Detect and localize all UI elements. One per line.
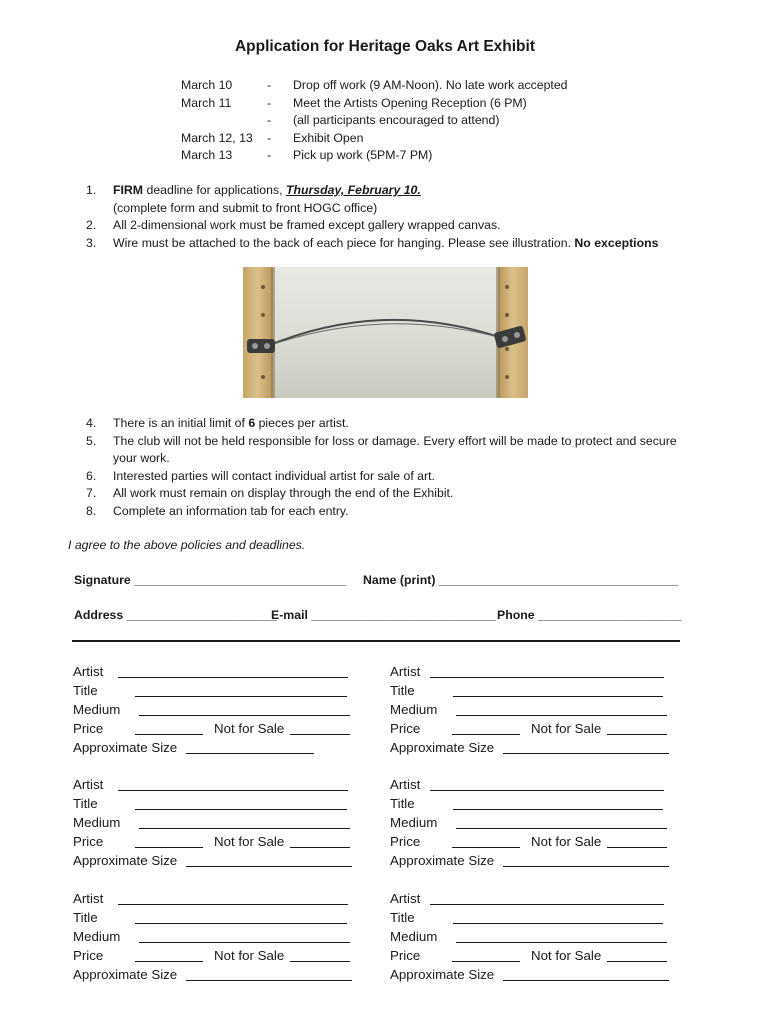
entry-block: [390, 775, 690, 870]
size-row: [73, 738, 373, 757]
approx-size-input[interactable]: [503, 753, 669, 754]
approx-size-input[interactable]: [503, 866, 669, 867]
entry-block: [390, 662, 690, 757]
entry-block: [73, 775, 373, 870]
size-row: [390, 738, 690, 757]
schedule-desc: Meet the Artists Opening Reception (6 PM): [293, 95, 527, 110]
medium-row: [390, 927, 690, 946]
rule-emphasis: No exceptions: [574, 235, 659, 250]
schedule-date: March 12, 13: [181, 130, 253, 145]
rules-list-bottom: [86, 415, 686, 520]
not-for-sale-label: Not for Sale: [531, 834, 602, 849]
title-label: Title: [73, 683, 98, 698]
artist-label: Artist: [390, 664, 421, 679]
schedule-dash: -: [267, 148, 272, 162]
artist-row: [390, 662, 690, 681]
title-label: Title: [73, 910, 98, 925]
title-label: Title: [390, 910, 415, 925]
rule-item: [86, 485, 686, 503]
rule-text-part: There is an initial limit of: [113, 416, 249, 430]
size-row: [390, 851, 690, 870]
rule-item-continued: [86, 200, 686, 218]
schedule-date: [181, 112, 267, 130]
rule-number: 8.: [86, 503, 97, 518]
artist-input[interactable]: [118, 790, 348, 791]
medium-row: [73, 927, 373, 946]
rule-item: [86, 182, 686, 200]
artist-input[interactable]: [118, 677, 348, 678]
email-field[interactable]: E-mail ___________________________: [271, 608, 496, 622]
rule-text: All 2-dimensional work must be framed except gallery wrapped canvas.: [113, 218, 501, 232]
rule-item: [86, 415, 686, 433]
approx-size-label: Approximate Size: [390, 967, 495, 982]
title-input[interactable]: [453, 696, 663, 697]
rule-text-part: deadline for applications,: [143, 183, 286, 197]
wire-photo-graphic: [243, 267, 528, 398]
not-for-sale-label: Not for Sale: [531, 721, 602, 736]
schedule-dash: -: [267, 113, 272, 127]
not-for-sale-input[interactable]: [290, 847, 350, 848]
name-print-field[interactable]: Name (print) ___________________________________: [363, 573, 679, 587]
title-input[interactable]: [453, 809, 663, 810]
medium-input[interactable]: [139, 828, 350, 829]
entry-block: [73, 889, 373, 984]
schedule-row: [181, 77, 568, 95]
schedule-row: [181, 130, 568, 148]
not-for-sale-label: Not for Sale: [214, 948, 285, 963]
price-row: [73, 946, 373, 965]
agreement-statement: I agree to the above policies and deadlines.: [68, 538, 306, 552]
not-for-sale-input[interactable]: [607, 734, 667, 735]
artist-row: [73, 662, 373, 681]
approx-size-input[interactable]: [503, 980, 669, 981]
entry-block: [73, 662, 373, 757]
price-row: [390, 719, 690, 738]
schedule-dash: -: [267, 95, 272, 110]
hanging-wire-illustration: [243, 267, 528, 398]
price-input[interactable]: [135, 847, 203, 848]
title-row: [390, 908, 690, 927]
medium-input[interactable]: [456, 828, 667, 829]
medium-input[interactable]: [139, 715, 350, 716]
schedule-date: March 10: [181, 78, 233, 92]
not-for-sale-input[interactable]: [607, 847, 667, 848]
approx-size-label: Approximate Size: [390, 740, 495, 755]
approx-size-label: Approximate Size: [73, 967, 178, 982]
approx-size-input[interactable]: [186, 866, 352, 867]
approx-size-label: Approximate Size: [73, 740, 178, 755]
medium-input[interactable]: [139, 942, 350, 943]
rule-number: 4.: [86, 416, 97, 430]
medium-row: [390, 700, 690, 719]
approx-size-label: Approximate Size: [390, 853, 495, 868]
size-row: [73, 965, 373, 984]
schedule-row: [181, 95, 568, 113]
price-label: Price: [73, 948, 104, 963]
schedule-date: March 13: [181, 148, 233, 162]
schedule-dash: -: [267, 130, 272, 145]
price-input[interactable]: [452, 961, 520, 962]
artist-label: Artist: [390, 777, 421, 792]
artist-label: Artist: [73, 664, 104, 679]
not-for-sale-input[interactable]: [290, 961, 350, 962]
medium-row: [73, 700, 373, 719]
rule-item: [86, 503, 686, 521]
phone-field[interactable]: Phone _____________________: [497, 608, 682, 622]
price-input[interactable]: [135, 961, 203, 962]
medium-label: Medium: [390, 815, 438, 830]
approx-size-input[interactable]: [186, 980, 352, 981]
rule-number: 3.: [86, 235, 97, 250]
medium-input[interactable]: [456, 942, 667, 943]
rule-text-part: Wire must be attached to the back of each piece for hanging. Please see illustration.: [113, 235, 575, 250]
medium-input[interactable]: [456, 715, 667, 716]
entry-block: [390, 889, 690, 984]
title-label: Title: [390, 683, 415, 698]
size-row: [73, 851, 373, 870]
price-row: [390, 832, 690, 851]
artist-row: [390, 775, 690, 794]
medium-label: Medium: [390, 702, 438, 717]
title-row: [390, 794, 690, 813]
rule-text-part: pieces per artist.: [255, 416, 349, 430]
section-divider: [72, 640, 680, 642]
price-label: Price: [390, 721, 421, 736]
price-input[interactable]: [452, 847, 520, 848]
rule-number: 5.: [86, 433, 97, 448]
left-d-ring: [247, 339, 275, 353]
approx-size-label: Approximate Size: [73, 853, 178, 868]
medium-label: Medium: [73, 702, 121, 717]
price-row: [73, 719, 373, 738]
artist-input[interactable]: [430, 904, 664, 905]
schedule-date: March 11: [181, 95, 232, 110]
title-row: [73, 681, 373, 700]
rule-text: [113, 415, 686, 433]
medium-row: [390, 813, 690, 832]
rule-item: [86, 235, 686, 253]
medium-row: [73, 813, 373, 832]
title-label: Title: [390, 796, 415, 811]
rule-number: 1.: [86, 183, 97, 197]
rule-item: [86, 433, 686, 468]
price-label: Price: [390, 834, 421, 849]
rule-text: Interested parties will contact individual artist for sale of art.: [113, 468, 435, 483]
not-for-sale-input[interactable]: [290, 734, 350, 735]
price-label: Price: [390, 948, 421, 963]
medium-label: Medium: [73, 815, 121, 830]
rule-item: [86, 468, 686, 486]
schedule-dash: -: [267, 78, 272, 92]
artist-label: Artist: [390, 891, 421, 906]
rule-number: 2.: [86, 218, 97, 232]
artist-row: [390, 889, 690, 908]
title-row: [390, 681, 690, 700]
schedule-desc: Drop off work (9 AM-Noon). No late work accepted: [293, 78, 568, 92]
title-input[interactable]: [135, 809, 347, 810]
approx-size-input[interactable]: [186, 753, 314, 754]
medium-label: Medium: [73, 929, 121, 944]
title-input[interactable]: [453, 923, 663, 924]
rule-emphasis: 6: [248, 416, 256, 430]
price-input[interactable]: [135, 734, 203, 735]
schedule-row: [181, 112, 568, 130]
artist-row: [73, 889, 373, 908]
price-row: [390, 946, 690, 965]
rule-item: [86, 217, 686, 235]
artist-input[interactable]: [430, 790, 664, 791]
rule-text: Complete an information tab for each entry.: [113, 503, 349, 518]
title-row: [73, 908, 373, 927]
price-label: Price: [73, 834, 104, 849]
price-row: [73, 832, 373, 851]
size-row: [390, 965, 690, 984]
rule-text: [113, 182, 686, 200]
artist-input[interactable]: [430, 677, 664, 678]
title-label: Title: [73, 796, 98, 811]
rule-number: 7.: [86, 486, 97, 500]
address-field[interactable]: Address ______________________: [74, 608, 278, 622]
price-input[interactable]: [452, 734, 520, 735]
title-row: [73, 794, 373, 813]
rule-text: (complete form and submit to front HOGC office): [113, 200, 378, 215]
rule-text: All work must remain on display through the end of the Exhibit.: [113, 486, 454, 500]
schedule-desc: Pick up work (5PM-7 PM): [293, 148, 433, 162]
title-input[interactable]: [135, 696, 347, 697]
deadline-date: Thursday, February 10.: [285, 183, 421, 197]
rule-text: [113, 235, 686, 253]
not-for-sale-label: Not for Sale: [214, 834, 285, 849]
artist-label: Artist: [73, 891, 104, 906]
not-for-sale-input[interactable]: [607, 961, 667, 962]
rule-emphasis: FIRM: [113, 183, 144, 197]
artist-input[interactable]: [118, 904, 348, 905]
artist-row: [73, 775, 373, 794]
artist-label: Artist: [73, 777, 104, 792]
schedule-desc: (all participants encouraged to attend): [293, 113, 500, 127]
medium-label: Medium: [390, 929, 438, 944]
schedule-row: [181, 147, 568, 165]
not-for-sale-label: Not for Sale: [531, 948, 602, 963]
title-input[interactable]: [135, 923, 347, 924]
rules-list-top: [86, 182, 686, 252]
not-for-sale-label: Not for Sale: [214, 721, 285, 736]
schedule: [181, 77, 568, 165]
signature-field[interactable]: Signature _______________________________: [74, 573, 347, 587]
page-title: Application for Heritage Oaks Art Exhibit: [234, 38, 535, 55]
price-label: Price: [73, 721, 104, 736]
rule-text: The club will not be held responsible for loss or damage. Every effort will be made to protect and secure your work.: [113, 433, 677, 465]
rule-number: 6.: [86, 468, 97, 483]
schedule-desc: Exhibit Open: [293, 130, 364, 145]
